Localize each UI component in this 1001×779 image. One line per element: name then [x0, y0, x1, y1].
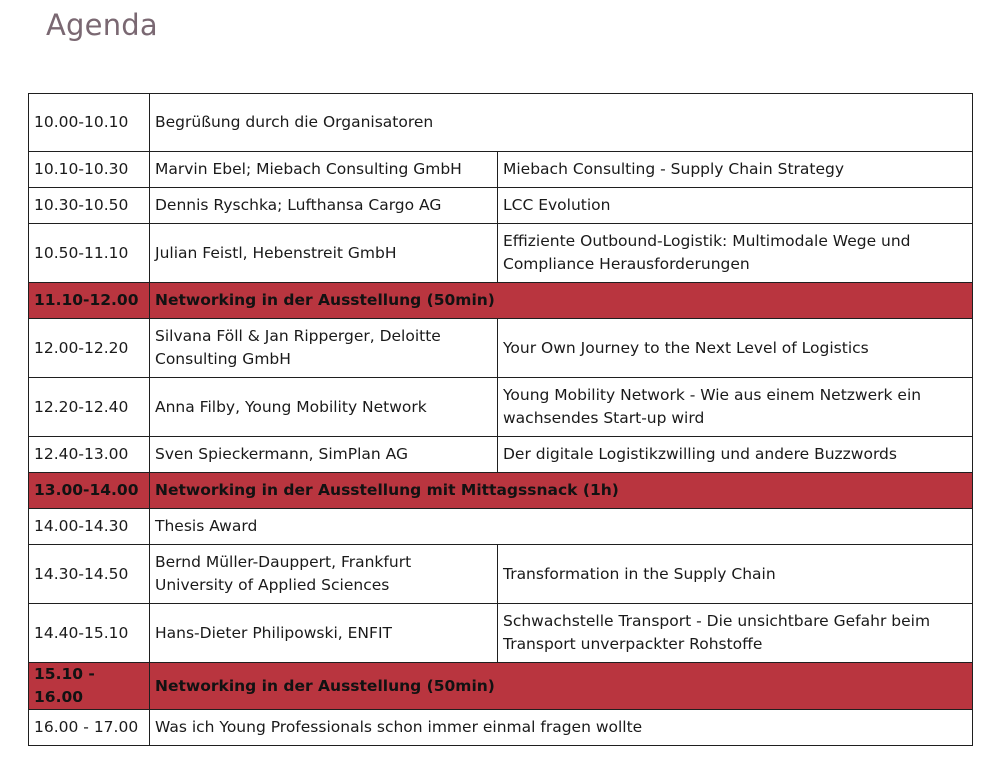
- time-cell: 13.00-14.00: [29, 473, 150, 509]
- time-cell: 10.10-10.30: [29, 152, 150, 188]
- agenda-row: [29, 710, 973, 746]
- agenda-row: [29, 437, 973, 473]
- agenda-row: [29, 545, 973, 604]
- topic-cell: Your Own Journey to the Next Level of Logistics: [498, 319, 973, 378]
- speaker-cell: Dennis Ryschka; Lufthansa Cargo AG: [150, 188, 498, 224]
- time-cell: 12.00-12.20: [29, 319, 150, 378]
- break-label-cell: Networking in der Ausstellung (50min): [150, 663, 973, 710]
- agenda-row: [29, 188, 973, 224]
- break-row: [29, 663, 973, 710]
- break-label-cell: Networking in der Ausstellung mit Mittagssnack (1h): [150, 473, 973, 509]
- agenda-row: [29, 224, 973, 283]
- time-cell: 10.50-11.10: [29, 224, 150, 283]
- time-cell: 14.00-14.30: [29, 509, 150, 545]
- time-cell: 12.20-12.40: [29, 378, 150, 437]
- agenda-body: [29, 94, 973, 746]
- speaker-cell: Bernd Müller-Dauppert, Frankfurt University of Applied Sciences: [150, 545, 498, 604]
- speaker-cell: Marvin Ebel; Miebach Consulting GmbH: [150, 152, 498, 188]
- break-label-cell: Networking in der Ausstellung (50min): [150, 283, 973, 319]
- session-cell: Begrüßung durch die Organisatoren: [150, 94, 973, 152]
- speaker-cell: Sven Spieckermann, SimPlan AG: [150, 437, 498, 473]
- time-cell: 16.00 - 17.00: [29, 710, 150, 746]
- topic-cell: Effiziente Outbound-Logistik: Multimodale Wege und Compliance Herausforderungen: [498, 224, 973, 283]
- agenda-row: [29, 94, 973, 152]
- time-cell: 10.30-10.50: [29, 188, 150, 224]
- time-cell: 10.00-10.10: [29, 94, 150, 152]
- time-cell: 11.10-12.00: [29, 283, 150, 319]
- topic-cell: Miebach Consulting - Supply Chain Strategy: [498, 152, 973, 188]
- speaker-cell: Julian Feistl, Hebenstreit GmbH: [150, 224, 498, 283]
- topic-cell: Schwachstelle Transport - Die unsichtbare Gefahr beim Transport unverpackter Rohstoffe: [498, 604, 973, 663]
- speaker-cell: Silvana Föll & Jan Ripperger, Deloitte Consulting GmbH: [150, 319, 498, 378]
- agenda-row: [29, 378, 973, 437]
- topic-cell: Transformation in the Supply Chain: [498, 545, 973, 604]
- time-cell: 14.30-14.50: [29, 545, 150, 604]
- agenda-row: [29, 319, 973, 378]
- time-cell: 12.40-13.00: [29, 437, 150, 473]
- speaker-cell: Hans-Dieter Philipowski, ENFIT: [150, 604, 498, 663]
- topic-cell: Young Mobility Network - Wie aus einem Netzwerk ein wachsendes Start-up wird: [498, 378, 973, 437]
- break-row: [29, 283, 973, 319]
- topic-cell: Der digitale Logistikzwilling und andere Buzzwords: [498, 437, 973, 473]
- session-cell: Thesis Award: [150, 509, 973, 545]
- agenda-row: [29, 509, 973, 545]
- time-cell: 14.40-15.10: [29, 604, 150, 663]
- time-cell: 15.10 - 16.00: [29, 663, 150, 710]
- speaker-cell: Anna Filby, Young Mobility Network: [150, 378, 498, 437]
- break-row: [29, 473, 973, 509]
- agenda-row: [29, 152, 973, 188]
- topic-cell: LCC Evolution: [498, 188, 973, 224]
- page-title: Agenda: [46, 8, 158, 42]
- agenda-table: [28, 93, 973, 746]
- session-cell: Was ich Young Professionals schon immer einmal fragen wollte: [150, 710, 973, 746]
- agenda-row: [29, 604, 973, 663]
